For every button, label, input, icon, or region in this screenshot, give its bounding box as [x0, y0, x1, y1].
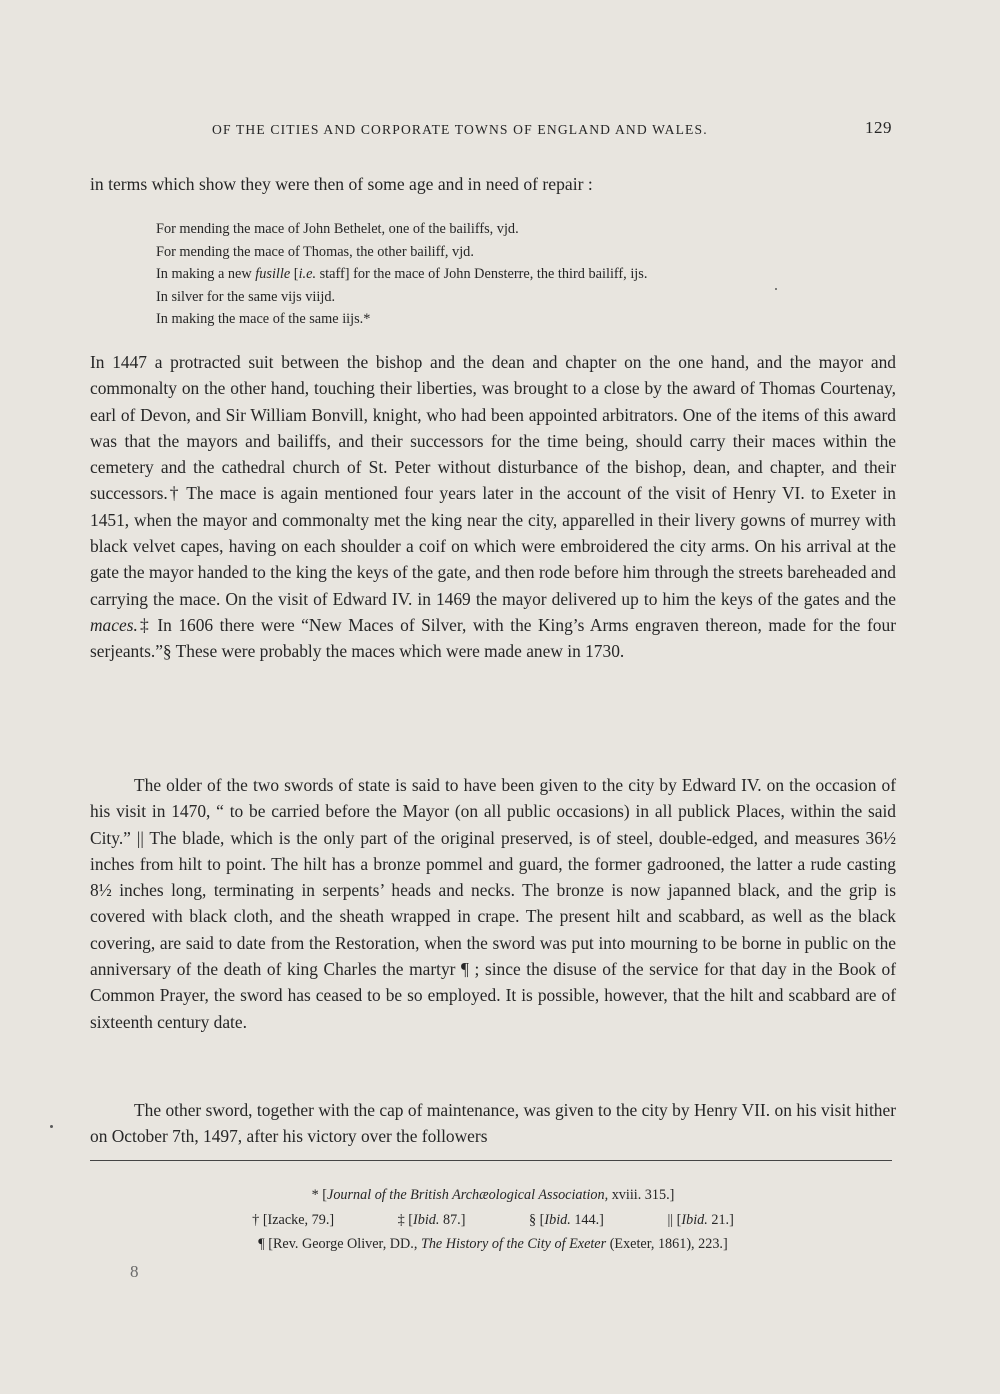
footnote: || [Ibid. 21.] — [667, 1211, 734, 1228]
paragraph-other-sword: The other sword, together with the cap of maintenance, was given to the city by Henry VII. on his visit hither on October 7th, 1497, after his victory over the followers — [90, 1100, 896, 1147]
quote-line: For mending the mace of Thomas, the other bailiff, vjd. — [156, 243, 474, 260]
footnote: ‡ [Ibid. 87.] — [397, 1211, 466, 1228]
footnotes — [90, 1183, 896, 1257]
footnote: § [Ibid. 144.] — [529, 1211, 604, 1228]
paragraph-older-sword: The older of the two swords of state is said to have been given to the city by Edward IV. on the occasion of his visit in 1470, “ to be carried before the Mayor (on all public occasions) in all publick Places, within the said City.” || The blade, which is the only part of the original preserved, is of steel, double-edged, and measures 36½ inches from hilt to point. The hilt has a bronze pommel and guard, the former gadrooned, the latter a rude casting 8½ inches long, terminating in serpents’ heads and necks. The bronze is now japanned black, and the grip is covered with black cloth, and the sheath wrapped in crape. The present hilt and scabbard, as well as the black covering, are said to date from the Restoration, when the sword was put into mourning to be borne in public on the anniversary of the death of king Charles the martyr ¶ ; since the disuse of the service for that day in the Book of Common Prayer, the sword has ceased to be so employed. It is possible, however, that the hilt and scabbard are of sixteenth century date. — [90, 775, 896, 1032]
signature-mark: 8 — [130, 1262, 139, 1281]
running-title: OF THE CITIES AND CORPORATE TOWNS OF ENGLAND AND WALES. — [212, 122, 708, 137]
footnote: ¶ [Rev. George Oliver, DD., The History of the City of Exeter (Exeter, 1861), 223.] — [258, 1236, 728, 1252]
quoted-accounts — [156, 218, 876, 331]
quote-line: In making the mace of the same iijs.* — [156, 311, 371, 328]
quote-line: For mending the mace of John Bethelet, one of the bailiffs, vjd. — [156, 221, 519, 237]
ink-speck — [775, 288, 777, 290]
ink-speck — [50, 1125, 53, 1128]
running-head — [90, 118, 896, 142]
footnote-rule — [90, 1160, 892, 1161]
page-number: 129 — [865, 118, 892, 137]
footnote: * [Journal of the British Archæological Association, xviii. 315.] — [311, 1187, 675, 1203]
quote-line: In silver for the same vijs viijd. — [156, 288, 336, 305]
footnote: † [Izacke, 79.] — [252, 1211, 335, 1228]
intro-line: in terms which show they were then of some age and in need of repair : — [90, 174, 593, 194]
quote-line: In making a new fusille [i.e. staff] for the mace of John Densterre, the third bailiff, ijs. — [156, 266, 648, 283]
footnote-row — [90, 1208, 896, 1233]
paragraph-maces: In 1447 a protracted suit between the bishop and the dean and chapter on the one hand, and the mayor and commonalty on the other hand, touching their liberties, was brought to a close by the award of Thomas Courtenay, earl of Devon, and Sir William Bonvill, knight, who had been appointed arbitrators. One of the items of this award was that the mayors and bailiffs, and their successors for the time being, should carry their maces within the cemetery and the cathedral church of St. Peter without disturbance of the bishop, dean, and chapter, and their successors.† The mace is again mentioned four years later in the account of the visit of Henry VI. to Exeter in 1451, when the mayor and commonalty met the king near the city, apparelled in their livery gowns of murrey with black velvet capes, having on each shoulder a coif on which were embroidered the city arms. On his arrival at the gate the mayor handed to the king the keys of the gate, and then rode before him through the streets bareheaded and carrying the mace. On the visit of Edward IV. in 1469 the mayor delivered up to him the keys of the gates and the maces.‡ In 1606 there were “New Maces of Silver, with the King’s Arms engraven thereon, made for the four serjeants.”§ These were probably the maces which were made anew in 1730. — [90, 352, 896, 662]
